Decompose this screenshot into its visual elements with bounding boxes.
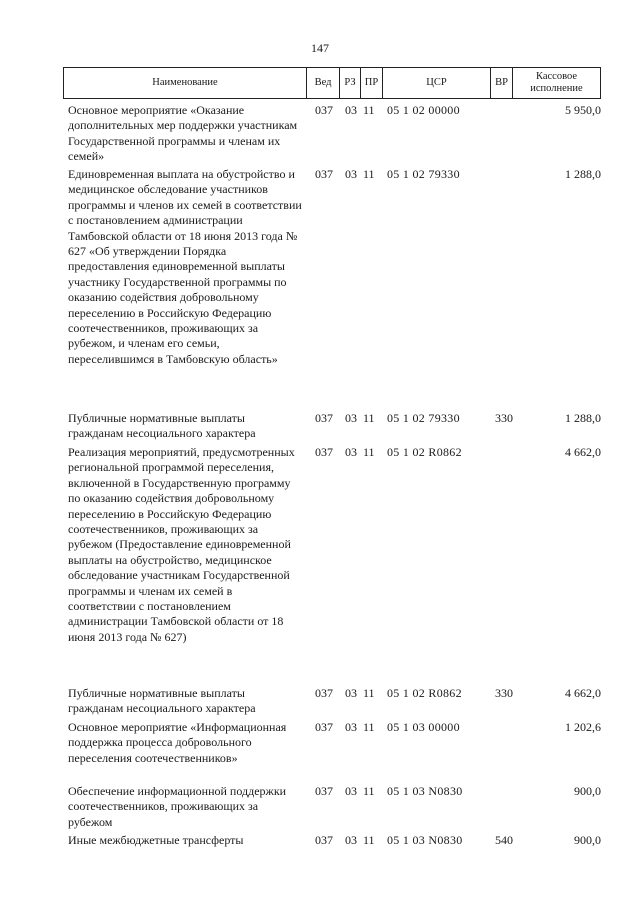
row-vr: 540 — [495, 833, 513, 847]
header-rz: РЗ — [340, 68, 361, 98]
row-ved: 037 — [315, 833, 333, 847]
row-name: Единовременная выплата на обустройство и медицинское обследование участников программы и членов их семей в соответствии с постановлением администрации Тамбовской области от 18 июня 2013 года № 627 «Об утверждении Порядка предоставления единовременной выплаты участнику Государственной программы по оказанию содействия добровольному переселению в Российскую Федерацию соотечественников, проживающих за рубежом, и членам его семьи, переселившимся в Тамбовскую область» — [68, 167, 302, 366]
row-csr: 05 1 03 00000 — [387, 720, 460, 734]
row-name: Реализация мероприятий, предусмотренных региональной программой переселения, включенной в Государственную программу по оказанию содействия добровольному переселению в Российскую Федерацию соотечественников, проживающих за рубежом (Предоставление единовременной выплаты на обустройство, медицинское обследование участникам Государственной программы и членам их семей в соответствии с постановлением администрации Тамбовской области от 18 июня 2013 года № 627) — [68, 445, 295, 644]
row-name: Публичные нормативные выплаты гражданам несоциального характера — [68, 686, 256, 716]
row-pr: 11 — [363, 411, 375, 425]
row-sum: 4 662,0 — [565, 445, 601, 459]
row-sum: 1 288,0 — [565, 167, 601, 181]
row-csr: 05 1 02 79330 — [387, 411, 460, 425]
row-ved: 037 — [315, 720, 333, 734]
row-sum: 1 288,0 — [565, 411, 601, 425]
row-rz: 03 — [345, 445, 357, 459]
row-sum: 5 950,0 — [565, 103, 601, 117]
header-cash: Кассовое исполнение — [530, 71, 583, 94]
row-rz: 03 — [345, 686, 357, 700]
row-pr: 11 — [363, 167, 375, 181]
header-vr: ВР — [491, 68, 513, 98]
row-rz: 03 — [345, 833, 357, 847]
row-sum: 1 202,6 — [565, 720, 601, 734]
row-vr: 330 — [495, 686, 513, 700]
row-csr: 05 1 02 R0862 — [387, 445, 462, 459]
row-rz: 03 — [345, 784, 357, 798]
row-vr: 330 — [495, 411, 513, 425]
table-header — [63, 67, 601, 99]
row-name: Иные межбюджетные трансферты — [68, 833, 244, 847]
row-name: Обеспечение информационной поддержки соотечественников, проживающих за рубежом — [68, 784, 287, 829]
row-rz: 03 — [345, 167, 357, 181]
row-ved: 037 — [315, 445, 333, 459]
header-csr: ЦСР — [383, 68, 491, 98]
row-csr: 05 1 02 00000 — [387, 103, 460, 117]
header-pr: ПР — [361, 68, 383, 98]
row-pr: 11 — [363, 686, 375, 700]
header-name: Наименование — [64, 68, 307, 98]
row-ved: 037 — [315, 686, 333, 700]
row-sum: 4 662,0 — [565, 686, 601, 700]
row-sum: 900,0 — [574, 784, 601, 798]
row-csr: 05 1 03 N0830 — [387, 833, 463, 847]
header-ved: Вед — [307, 68, 340, 98]
row-ved: 037 — [315, 103, 333, 117]
row-name: Основное мероприятие «Информационная поддержка процесса добровольного переселения соотечественников» — [68, 720, 287, 765]
row-ved: 037 — [315, 167, 333, 181]
row-csr: 05 1 03 N0830 — [387, 784, 463, 798]
row-csr: 05 1 02 R0862 — [387, 686, 462, 700]
row-pr: 11 — [363, 784, 375, 798]
page-number: 147 — [311, 41, 329, 55]
row-ved: 037 — [315, 411, 333, 425]
row-rz: 03 — [345, 411, 357, 425]
row-rz: 03 — [345, 103, 357, 117]
row-pr: 11 — [363, 103, 375, 117]
row-rz: 03 — [345, 720, 357, 734]
row-ved: 037 — [315, 784, 333, 798]
row-pr: 11 — [363, 833, 375, 847]
row-pr: 11 — [363, 445, 375, 459]
row-csr: 05 1 02 79330 — [387, 167, 460, 181]
row-pr: 11 — [363, 720, 375, 734]
row-sum: 900,0 — [574, 833, 601, 847]
row-name: Основное мероприятие «Оказание дополнительных мер поддержки участникам Государственной программы и членам их семей» — [68, 103, 298, 164]
row-name: Публичные нормативные выплаты гражданам несоциального характера — [68, 411, 256, 441]
